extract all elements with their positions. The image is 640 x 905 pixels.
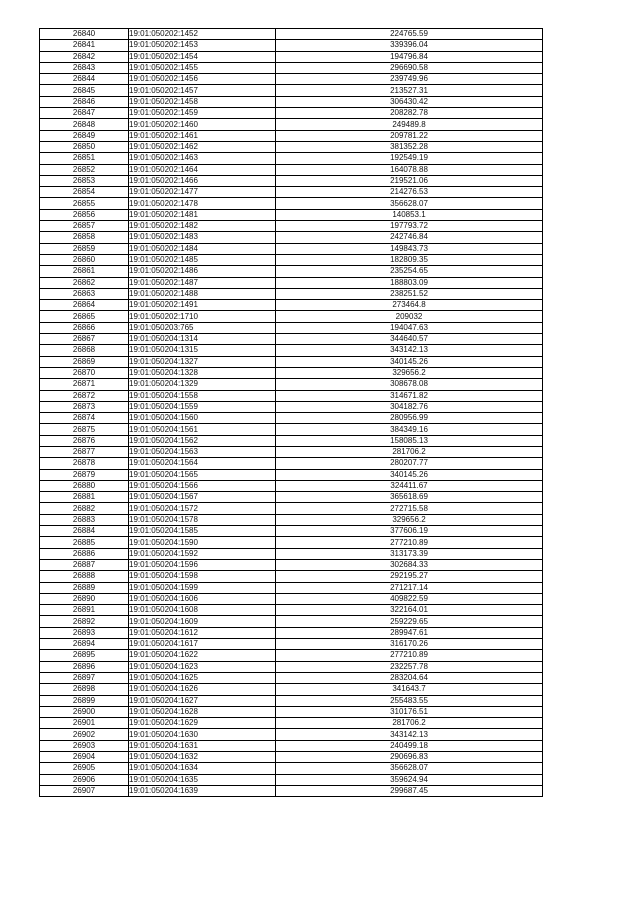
table-row — [40, 740, 543, 751]
table-row — [40, 119, 543, 130]
row-number: 26851 — [40, 153, 129, 164]
table-row — [40, 153, 543, 164]
cadastral-value: 242746.84 — [276, 232, 543, 243]
row-number: 26899 — [40, 695, 129, 706]
cadastral-number: 19:01:050202:1466 — [129, 175, 276, 186]
cadastral-value: 277210.89 — [276, 650, 543, 661]
table-row — [40, 356, 543, 367]
cadastral-value: 192549.19 — [276, 153, 543, 164]
table-row — [40, 752, 543, 763]
cadastral-value: 272715.58 — [276, 503, 543, 514]
row-number: 26896 — [40, 661, 129, 672]
table-row — [40, 85, 543, 96]
cadastral-value: 340145.26 — [276, 356, 543, 367]
table-row — [40, 187, 543, 198]
row-number: 26879 — [40, 469, 129, 480]
table-row — [40, 29, 543, 40]
row-number: 26852 — [40, 164, 129, 175]
cadastral-number: 19:01:050204:1585 — [129, 526, 276, 537]
table-row — [40, 277, 543, 288]
cadastral-value: 310176.51 — [276, 706, 543, 717]
cadastral-value: 255483.55 — [276, 695, 543, 706]
table-row — [40, 300, 543, 311]
table-row — [40, 401, 543, 412]
cadastral-number: 19:01:050204:1596 — [129, 559, 276, 570]
cadastral-value: 194047.63 — [276, 322, 543, 333]
cadastral-value: 214276.53 — [276, 187, 543, 198]
table-row — [40, 492, 543, 503]
row-number: 26894 — [40, 639, 129, 650]
table-row — [40, 254, 543, 265]
cadastral-number: 19:01:050204:1329 — [129, 379, 276, 390]
table-row — [40, 108, 543, 119]
cadastral-value: 324411.67 — [276, 480, 543, 491]
cadastral-number: 19:01:050204:1563 — [129, 446, 276, 457]
table-row — [40, 627, 543, 638]
row-number: 26870 — [40, 367, 129, 378]
table-row — [40, 446, 543, 457]
cadastral-number: 19:01:050204:1606 — [129, 593, 276, 604]
row-number: 26897 — [40, 672, 129, 683]
cadastral-number: 19:01:050204:1562 — [129, 435, 276, 446]
row-number: 26891 — [40, 605, 129, 616]
cadastral-number: 19:01:050203:765 — [129, 322, 276, 333]
cadastral-value: 339396.04 — [276, 40, 543, 51]
cadastral-number: 19:01:050204:1578 — [129, 514, 276, 525]
cadastral-number: 19:01:050204:1622 — [129, 650, 276, 661]
row-number: 26859 — [40, 243, 129, 254]
cadastral-number: 19:01:050204:1628 — [129, 706, 276, 717]
cadastral-value: 281706.2 — [276, 446, 543, 457]
cadastral-value: 277210.89 — [276, 537, 543, 548]
row-number: 26876 — [40, 435, 129, 446]
table-row — [40, 605, 543, 616]
cadastral-value: 224765.59 — [276, 29, 543, 40]
table-row — [40, 175, 543, 186]
cadastral-value: 280207.77 — [276, 458, 543, 469]
cadastral-value: 299687.45 — [276, 785, 543, 796]
cadastral-value: 381352.28 — [276, 141, 543, 152]
cadastral-value: 356628.07 — [276, 763, 543, 774]
table-row — [40, 763, 543, 774]
cadastral-value: 292195.27 — [276, 571, 543, 582]
row-number: 26885 — [40, 537, 129, 548]
table-row — [40, 480, 543, 491]
cadastral-number: 19:01:050204:1558 — [129, 390, 276, 401]
cadastral-value: 296690.58 — [276, 62, 543, 73]
cadastral-number: 19:01:050204:1327 — [129, 356, 276, 367]
cadastral-value: 356628.07 — [276, 198, 543, 209]
cadastral-value: 344640.57 — [276, 334, 543, 345]
cadastral-value: 409822.59 — [276, 593, 543, 604]
row-number: 26846 — [40, 96, 129, 107]
table-row — [40, 559, 543, 570]
row-number: 26886 — [40, 548, 129, 559]
row-number: 26864 — [40, 300, 129, 311]
row-number: 26905 — [40, 763, 129, 774]
row-number: 26872 — [40, 390, 129, 401]
cadastral-value: 271217.14 — [276, 582, 543, 593]
row-number: 26907 — [40, 785, 129, 796]
cadastral-value: 329656.2 — [276, 367, 543, 378]
table-row — [40, 729, 543, 740]
cadastral-value: 306430.42 — [276, 96, 543, 107]
cadastral-value: 232257.78 — [276, 661, 543, 672]
table-row — [40, 243, 543, 254]
row-number: 26849 — [40, 130, 129, 141]
cadastral-number: 19:01:050204:1629 — [129, 718, 276, 729]
row-number: 26888 — [40, 571, 129, 582]
cadastral-number: 19:01:050202:1486 — [129, 266, 276, 277]
table-row — [40, 526, 543, 537]
table-row — [40, 62, 543, 73]
table-row — [40, 221, 543, 232]
cadastral-value: 240499.18 — [276, 740, 543, 751]
row-number: 26878 — [40, 458, 129, 469]
row-number: 26902 — [40, 729, 129, 740]
cadastral-value: 283204.64 — [276, 672, 543, 683]
cadastral-value: 188803.09 — [276, 277, 543, 288]
row-number: 26892 — [40, 616, 129, 627]
cadastral-value: 273464.8 — [276, 300, 543, 311]
cadastral-value: 194796.84 — [276, 51, 543, 62]
row-number: 26869 — [40, 356, 129, 367]
row-number: 26882 — [40, 503, 129, 514]
cadastral-number: 19:01:050202:1456 — [129, 74, 276, 85]
table-row — [40, 616, 543, 627]
cadastral-value: 329656.2 — [276, 514, 543, 525]
row-number: 26898 — [40, 684, 129, 695]
table-row — [40, 537, 543, 548]
cadastral-value: 340145.26 — [276, 469, 543, 480]
cadastral-value: 314671.82 — [276, 390, 543, 401]
table-row — [40, 571, 543, 582]
table-row — [40, 424, 543, 435]
cadastral-value: 280956.99 — [276, 413, 543, 424]
table-row — [40, 288, 543, 299]
row-number: 26843 — [40, 62, 129, 73]
cadastral-number: 19:01:050204:1572 — [129, 503, 276, 514]
table-row — [40, 548, 543, 559]
cadastral-number: 19:01:050202:1462 — [129, 141, 276, 152]
table-row — [40, 164, 543, 175]
cadastral-number: 19:01:050202:1461 — [129, 130, 276, 141]
table-row — [40, 582, 543, 593]
cadastral-number: 19:01:050204:1608 — [129, 605, 276, 616]
cadastral-value: 259229.65 — [276, 616, 543, 627]
cadastral-number: 19:01:050202:1458 — [129, 96, 276, 107]
table-row — [40, 130, 543, 141]
table-row — [40, 345, 543, 356]
table-row — [40, 367, 543, 378]
cadastral-number: 19:01:050202:1478 — [129, 198, 276, 209]
cadastral-number: 19:01:050204:1567 — [129, 492, 276, 503]
row-number: 26844 — [40, 74, 129, 85]
cadastral-number: 19:01:050204:1631 — [129, 740, 276, 751]
cadastral-value: 384349.16 — [276, 424, 543, 435]
table-row — [40, 266, 543, 277]
table-row — [40, 706, 543, 717]
cadastral-number: 19:01:050204:1314 — [129, 334, 276, 345]
table-row — [40, 232, 543, 243]
table-row — [40, 198, 543, 209]
cadastral-number: 19:01:050204:1598 — [129, 571, 276, 582]
cadastral-number: 19:01:050202:1459 — [129, 108, 276, 119]
row-number: 26840 — [40, 29, 129, 40]
cadastral-number: 19:01:050204:1617 — [129, 639, 276, 650]
cadastral-number: 19:01:050202:1710 — [129, 311, 276, 322]
table-row — [40, 650, 543, 661]
table-row — [40, 311, 543, 322]
cadastral-value: 365618.69 — [276, 492, 543, 503]
cadastral-value: 164078.88 — [276, 164, 543, 175]
cadastral-value-table — [39, 28, 543, 797]
row-number: 26845 — [40, 85, 129, 96]
row-number: 26850 — [40, 141, 129, 152]
row-number: 26855 — [40, 198, 129, 209]
row-number: 26860 — [40, 254, 129, 265]
cadastral-number: 19:01:050204:1315 — [129, 345, 276, 356]
row-number: 26866 — [40, 322, 129, 333]
table-row — [40, 639, 543, 650]
row-number: 26854 — [40, 187, 129, 198]
table-row — [40, 774, 543, 785]
table-row — [40, 334, 543, 345]
cadastral-number: 19:01:050202:1484 — [129, 243, 276, 254]
row-number: 26873 — [40, 401, 129, 412]
cadastral-value: 343142.13 — [276, 729, 543, 740]
cadastral-number: 19:01:050202:1481 — [129, 209, 276, 220]
cadastral-number: 19:01:050202:1464 — [129, 164, 276, 175]
cadastral-number: 19:01:050204:1623 — [129, 661, 276, 672]
table-row — [40, 469, 543, 480]
row-number: 26875 — [40, 424, 129, 435]
table-row — [40, 514, 543, 525]
cadastral-number: 19:01:050204:1632 — [129, 752, 276, 763]
table-row — [40, 413, 543, 424]
cadastral-value: 308678.08 — [276, 379, 543, 390]
row-number: 26861 — [40, 266, 129, 277]
cadastral-value: 249489.8 — [276, 119, 543, 130]
cadastral-number: 19:01:050204:1561 — [129, 424, 276, 435]
cadastral-number: 19:01:050204:1590 — [129, 537, 276, 548]
row-number: 26887 — [40, 559, 129, 570]
table-row — [40, 51, 543, 62]
cadastral-value: 209032 — [276, 311, 543, 322]
cadastral-number: 19:01:050202:1463 — [129, 153, 276, 164]
cadastral-value: 281706.2 — [276, 718, 543, 729]
cadastral-number: 19:01:050204:1612 — [129, 627, 276, 638]
cadastral-number: 19:01:050202:1487 — [129, 277, 276, 288]
row-number: 26890 — [40, 593, 129, 604]
cadastral-value: 304182.76 — [276, 401, 543, 412]
row-number: 26880 — [40, 480, 129, 491]
cadastral-number: 19:01:050204:1565 — [129, 469, 276, 480]
row-number: 26903 — [40, 740, 129, 751]
row-number: 26901 — [40, 718, 129, 729]
cadastral-value: 182809.35 — [276, 254, 543, 265]
cadastral-number: 19:01:050204:1328 — [129, 367, 276, 378]
row-number: 26842 — [40, 51, 129, 62]
table-row — [40, 390, 543, 401]
row-number: 26867 — [40, 334, 129, 345]
row-number: 26865 — [40, 311, 129, 322]
row-number: 26904 — [40, 752, 129, 763]
row-number: 26853 — [40, 175, 129, 186]
cadastral-value: 290696.83 — [276, 752, 543, 763]
row-number: 26868 — [40, 345, 129, 356]
row-number: 26883 — [40, 514, 129, 525]
cadastral-number: 19:01:050202:1491 — [129, 300, 276, 311]
cadastral-number: 19:01:050204:1599 — [129, 582, 276, 593]
table-row — [40, 684, 543, 695]
cadastral-number: 19:01:050202:1483 — [129, 232, 276, 243]
cadastral-number: 19:01:050204:1625 — [129, 672, 276, 683]
row-number: 26847 — [40, 108, 129, 119]
cadastral-number: 19:01:050204:1635 — [129, 774, 276, 785]
cadastral-number: 19:01:050204:1630 — [129, 729, 276, 740]
cadastral-value: 343142.13 — [276, 345, 543, 356]
cadastral-number: 19:01:050204:1609 — [129, 616, 276, 627]
cadastral-value: 239749.96 — [276, 74, 543, 85]
cadastral-number: 19:01:050202:1477 — [129, 187, 276, 198]
cadastral-value: 158085.13 — [276, 435, 543, 446]
row-number: 26862 — [40, 277, 129, 288]
table-body — [40, 29, 543, 797]
cadastral-value: 313173.39 — [276, 548, 543, 559]
cadastral-value: 316170.26 — [276, 639, 543, 650]
table-row — [40, 141, 543, 152]
cadastral-value: 302684.33 — [276, 559, 543, 570]
row-number: 26857 — [40, 221, 129, 232]
cadastral-number: 19:01:050202:1485 — [129, 254, 276, 265]
cadastral-number: 19:01:050204:1560 — [129, 413, 276, 424]
row-number: 26900 — [40, 706, 129, 717]
cadastral-value: 149843.73 — [276, 243, 543, 254]
cadastral-value: 197793.72 — [276, 221, 543, 232]
row-number: 26856 — [40, 209, 129, 220]
cadastral-number: 19:01:050202:1453 — [129, 40, 276, 51]
cadastral-number: 19:01:050204:1566 — [129, 480, 276, 491]
cadastral-number: 19:01:050202:1455 — [129, 62, 276, 73]
table-row — [40, 74, 543, 85]
cadastral-number: 19:01:050202:1454 — [129, 51, 276, 62]
cadastral-value: 359624.94 — [276, 774, 543, 785]
table-row — [40, 695, 543, 706]
table-row — [40, 379, 543, 390]
row-number: 26906 — [40, 774, 129, 785]
table-row — [40, 40, 543, 51]
cadastral-value: 209781.22 — [276, 130, 543, 141]
table-row — [40, 458, 543, 469]
table-row — [40, 503, 543, 514]
row-number: 26848 — [40, 119, 129, 130]
table-row — [40, 322, 543, 333]
row-number: 26858 — [40, 232, 129, 243]
table-row — [40, 718, 543, 729]
row-number: 26889 — [40, 582, 129, 593]
table-row — [40, 96, 543, 107]
cadastral-number: 19:01:050202:1460 — [129, 119, 276, 130]
cadastral-number: 19:01:050204:1592 — [129, 548, 276, 559]
table-row — [40, 785, 543, 796]
cadastral-number: 19:01:050204:1564 — [129, 458, 276, 469]
cadastral-value: 289947.61 — [276, 627, 543, 638]
cadastral-value: 140853.1 — [276, 209, 543, 220]
table-row — [40, 593, 543, 604]
row-number: 26893 — [40, 627, 129, 638]
table-row — [40, 209, 543, 220]
row-number: 26841 — [40, 40, 129, 51]
cadastral-number: 19:01:050204:1634 — [129, 763, 276, 774]
cadastral-value: 208282.78 — [276, 108, 543, 119]
cadastral-value: 238251.52 — [276, 288, 543, 299]
table-row — [40, 435, 543, 446]
cadastral-value: 322164.01 — [276, 605, 543, 616]
cadastral-value: 213527.31 — [276, 85, 543, 96]
cadastral-number: 19:01:050202:1452 — [129, 29, 276, 40]
cadastral-value: 341643.7 — [276, 684, 543, 695]
cadastral-value: 235254.65 — [276, 266, 543, 277]
row-number: 26871 — [40, 379, 129, 390]
cadastral-number: 19:01:050204:1627 — [129, 695, 276, 706]
cadastral-number: 19:01:050202:1488 — [129, 288, 276, 299]
table-row — [40, 661, 543, 672]
cadastral-number: 19:01:050202:1482 — [129, 221, 276, 232]
row-number: 26863 — [40, 288, 129, 299]
cadastral-value: 377606.19 — [276, 526, 543, 537]
cadastral-number: 19:01:050204:1626 — [129, 684, 276, 695]
row-number: 26881 — [40, 492, 129, 503]
cadastral-number: 19:01:050202:1457 — [129, 85, 276, 96]
row-number: 26874 — [40, 413, 129, 424]
cadastral-number: 19:01:050204:1639 — [129, 785, 276, 796]
row-number: 26877 — [40, 446, 129, 457]
cadastral-value: 219521.06 — [276, 175, 543, 186]
row-number: 26884 — [40, 526, 129, 537]
cadastral-number: 19:01:050204:1559 — [129, 401, 276, 412]
row-number: 26895 — [40, 650, 129, 661]
table-row — [40, 672, 543, 683]
